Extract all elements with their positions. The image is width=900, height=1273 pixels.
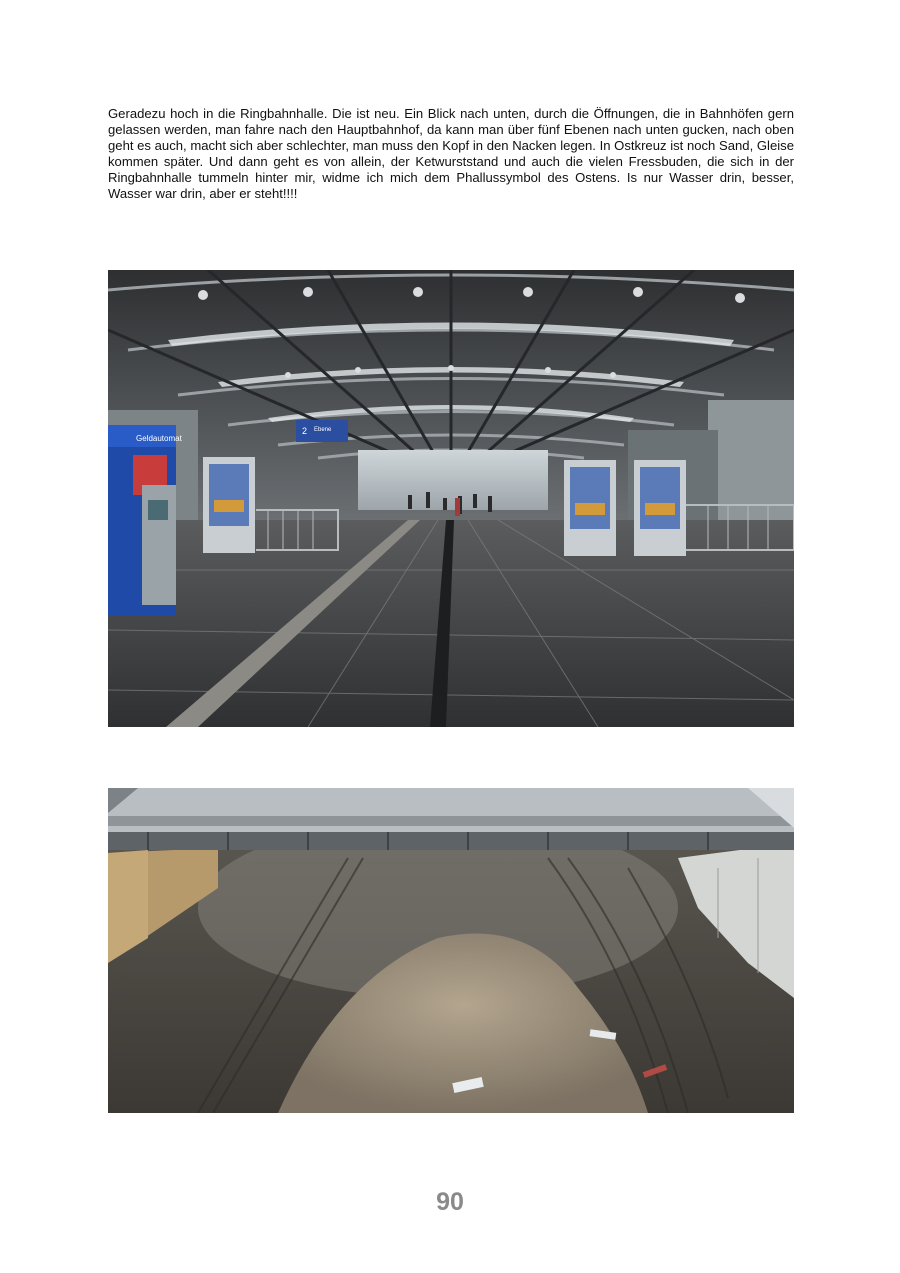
ringbahnhalle-image [108, 270, 794, 727]
platform-sign [296, 420, 348, 442]
sand-pit-photo [108, 788, 794, 1113]
sand-pit-image [108, 788, 794, 1113]
svg-text:Ebene: Ebene [314, 427, 332, 433]
atm-machine [108, 425, 183, 615]
atm-sign: Geldautomat [136, 434, 182, 443]
svg-text:2: 2 [302, 426, 308, 436]
page-number: 90 [436, 1188, 464, 1216]
body-paragraph: Geradezu hoch in die Ringbahnhalle. Die ist neu. Ein Blick nach unten, durch die Öffnungen, die in Bahnhöfen gern gelassen werden, man fahre nach den Hauptbahnhof, da kann man über fünf Ebenen nach unten gucken, nach oben geht es auch, macht sich aber schlechter, man muss den Kopf in den Nacken legen. In Ostkreuz ist noch Sand, Gleise kommen später. Und dann geht es von allein, der Ketwurststand und auch die vielen Fressbuden, die sich in der Ringbahnhalle tummeln hinter mir, widme ich mich dem Phallussymbol des Ostens. Is nur Wasser drin, besser, Wasser war drin, aber er steht!!!! [108, 106, 794, 202]
ringbahnhalle-photo [108, 270, 794, 727]
